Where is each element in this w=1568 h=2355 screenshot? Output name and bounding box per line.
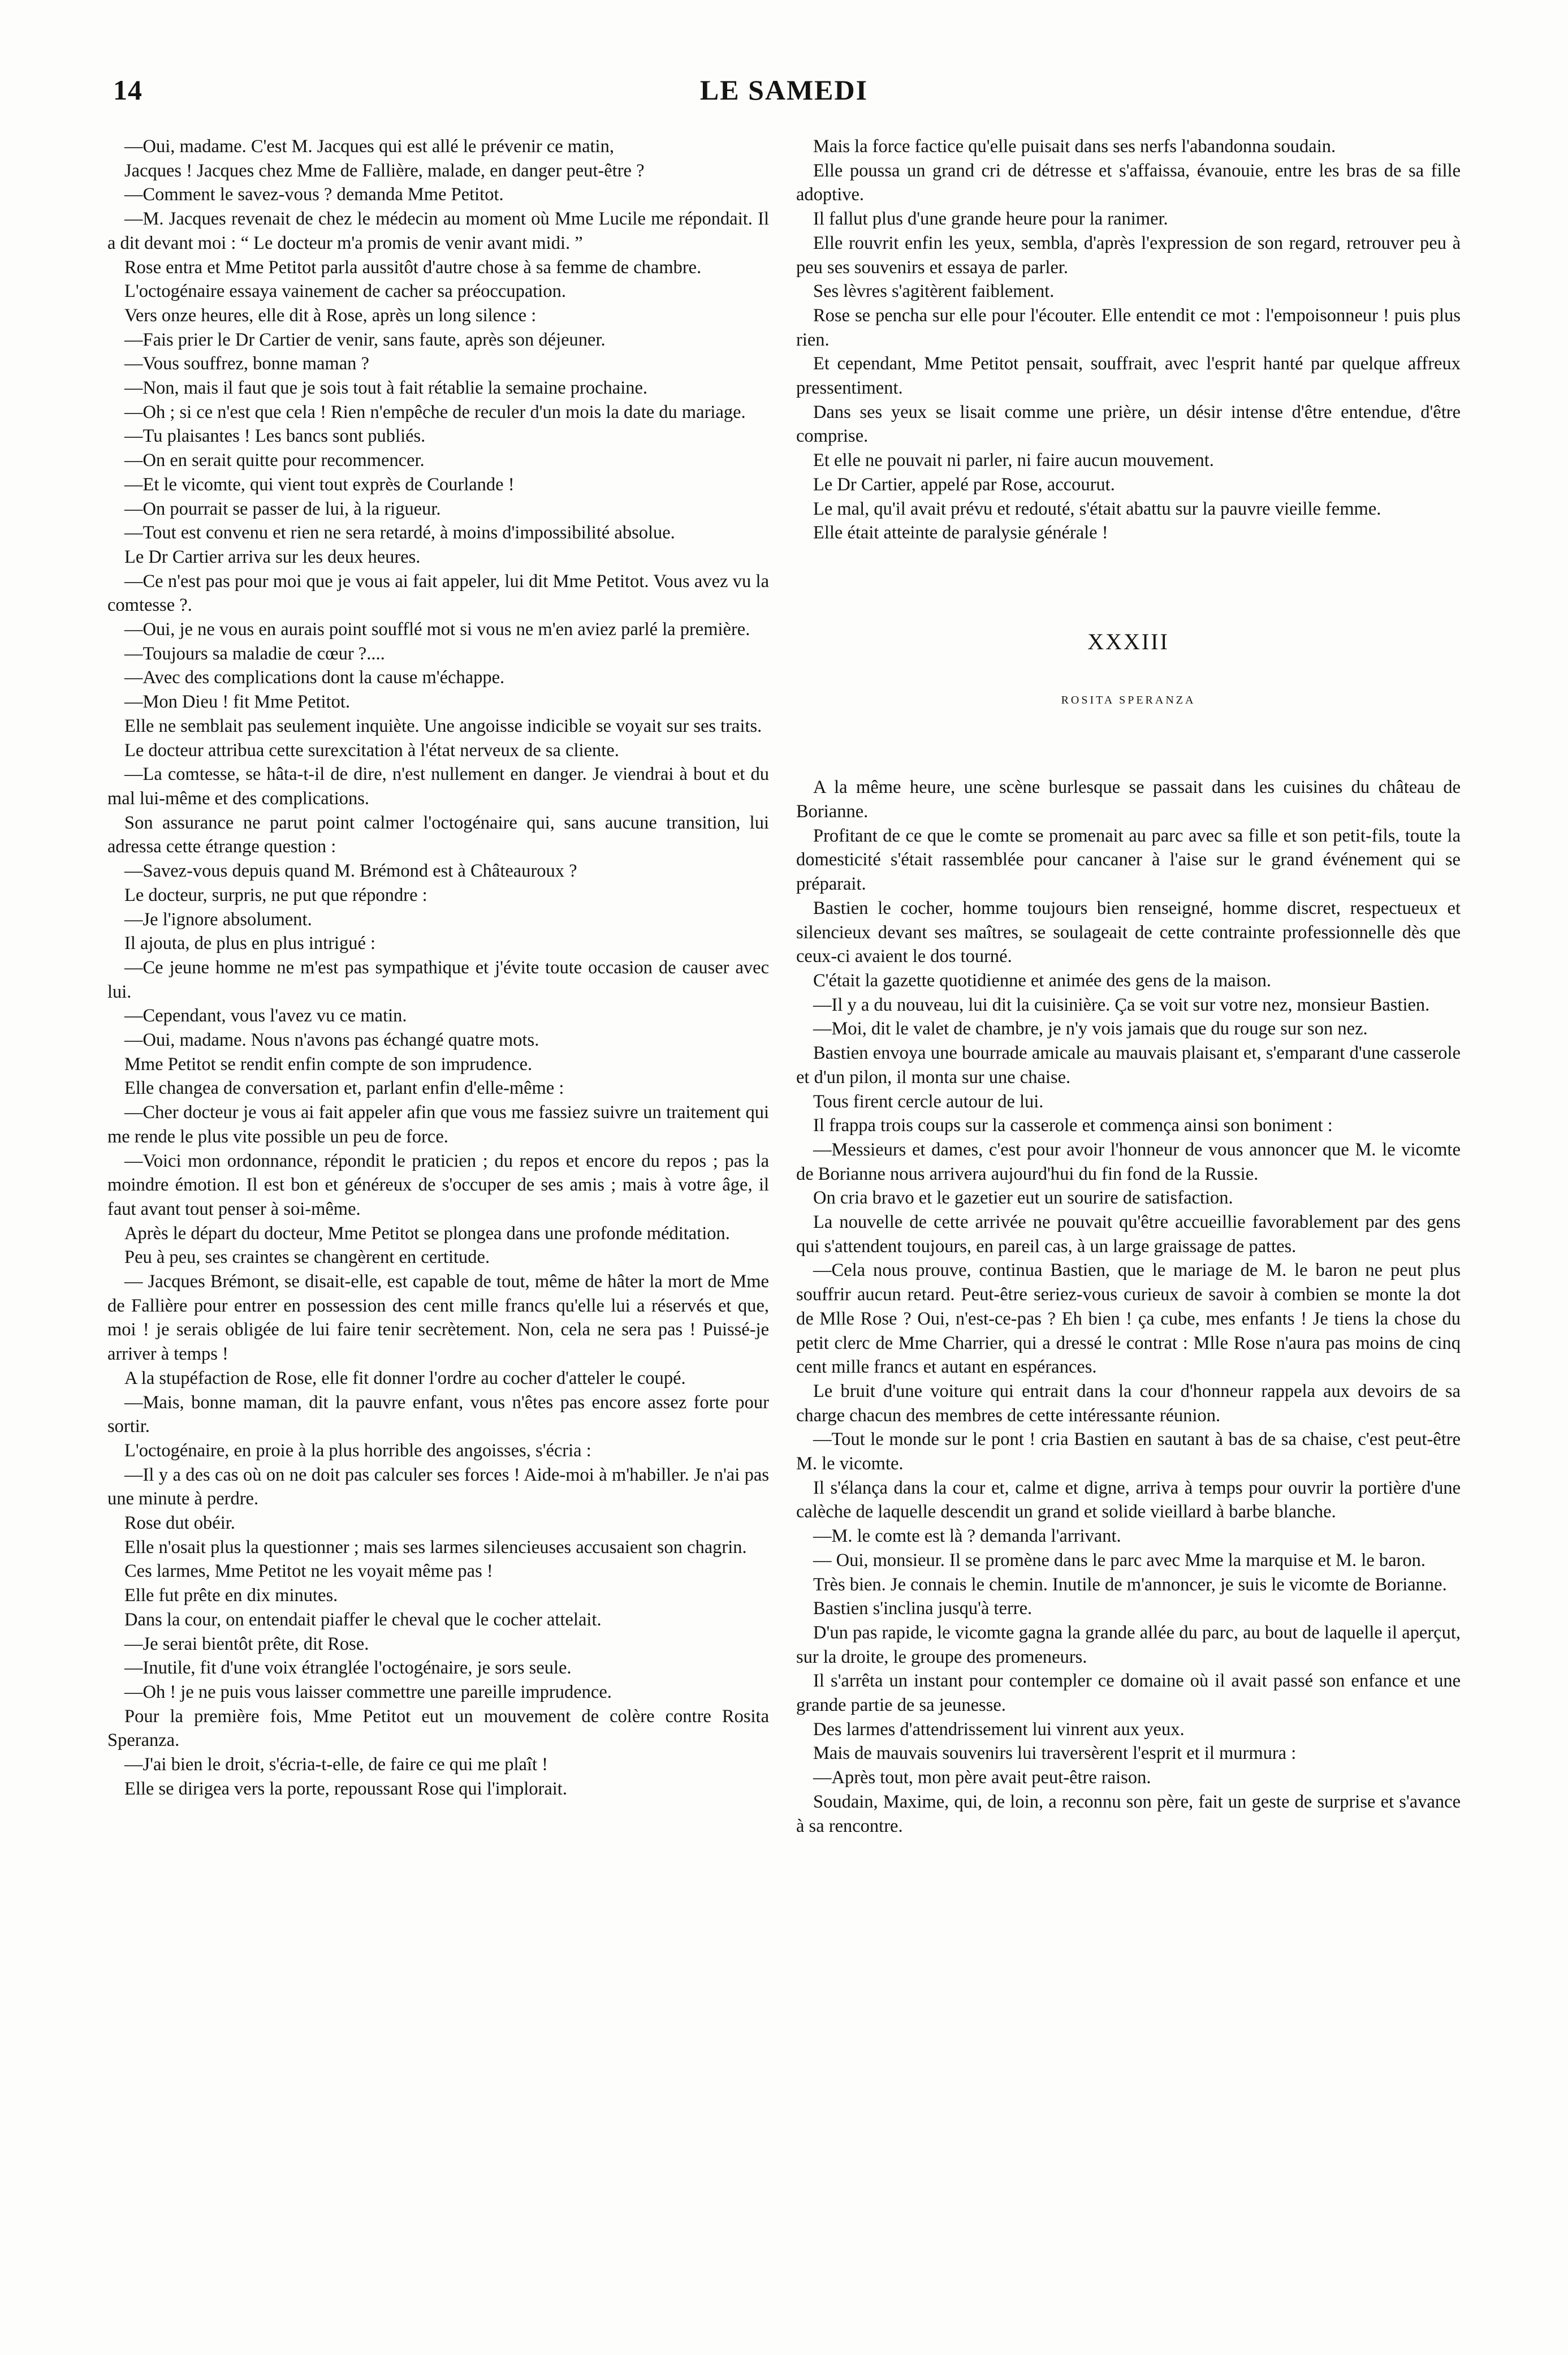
paragraph: Elle ne semblait pas seulement inquiète. Une angoisse indicible se voyait sur ses traits. [124,715,762,736]
paragraph: Bastien envoya une bourrade amicale au mauvais plaisant et, s'emparant d'une casserole et d'un pilon, il monta sur une chaise. [796,1043,1461,1088]
paragraph: Mais de mauvais souvenirs lui traversèrent l'esprit et il murmura : [813,1743,1297,1764]
paragraph: —Cependant, vous l'avez vu ce matin. [124,1006,407,1026]
paragraph: —Je serai bientôt prête, dit Rose. [124,1633,369,1654]
paragraph: Le docteur attribua cette surexcitation à l'état nerveux de sa cliente. [124,740,619,761]
paragraph: —On en serait quitte pour recommencer. [124,450,425,471]
paragraph: Elle n'osait plus la questionner ; mais ses larmes silencieuses accusaient son chagrin. [124,1537,747,1558]
paragraph: —Fais prier le Dr Cartier de venir, sans faute, après son déjeuner. [124,329,606,350]
paragraph: —Il y a du nouveau, lui dit la cuisinière. Ça se voit sur votre nez, monsieur Bastien. [813,994,1430,1015]
paragraph: —M. le comte est là ? demanda l'arrivant. [813,1526,1121,1547]
paragraph: Le bruit d'une voiture qui entrait dans la cour d'honneur rappela aux devoirs de sa charge chacun des membres de cette intéressante réunion. [796,1381,1461,1426]
paragraph: Le Dr Cartier arriva sur les deux heures. [124,546,421,567]
paragraph: Dans la cour, on entendait piaffer le cheval que le cocher attelait. [124,1609,602,1630]
paragraph: —La comtesse, se hâta-t-il de dire, n'est nullement en danger. Je viendrai à bout et du mal lui-même et des complications. [107,764,769,809]
paragraph: Rose se pencha sur elle pour l'écouter. Elle entendit ce mot : l'empoisonneur ! puis plus rien. [796,305,1461,350]
right-column-first-section [796,135,1461,545]
paragraph: Ces larmes, Mme Petitot ne les voyait même pas ! [124,1561,493,1582]
paragraph: Le mal, qu'il avait prévu et redouté, s'était abattu sur la pauvre vieille femme. [813,498,1381,519]
paragraph: —Cher docteur je vous ai fait appeler afin que vous me fassiez suivre un traitement qui me rende le plus vite possible un peu de force. [107,1102,769,1147]
paragraph: Rose entra et Mme Petitot parla aussitôt d'autre chose à sa femme de chambre. [124,257,702,278]
paragraph: —Mais, bonne maman, dit la pauvre enfant, vous n'êtes pas encore assez forte pour sortir. [107,1392,769,1437]
paragraph: —Vous souffrez, bonne maman ? [124,353,369,374]
paragraph: Et cependant, Mme Petitot pensait, souffrait, avec l'esprit hanté par quelque affreux pressentiment. [796,353,1461,399]
paragraph: —Ce n'est pas pour moi que je vous ai fait appeler, lui dit Mme Petitot. Vous avez vu la comtesse ?. [107,571,769,616]
paragraph: Mais la force factice qu'elle puisait dans ses nerfs l'abandonna soudain. [813,136,1336,157]
running-head: LE SAMEDI [699,74,869,106]
paragraph: Profitant de ce que le comte se promenait au parc avec sa fille et son petit-fils, toute la domesticité s'était rassemblée pour cancaner à l'aise sur le grand événement qui se préparait. [796,825,1461,895]
paragraph: —Oh ! je ne puis vous laisser commettre une pareille imprudence. [124,1682,612,1702]
paragraph: Il frappa trois coups sur la casserole et commença ainsi son boniment : [813,1115,1333,1136]
paragraph: —Oui, madame. Nous n'avons pas échangé quatre mots. [124,1030,539,1051]
paragraph: Il s'arrêta un instant pour contempler ce domaine où il avait passé son enfance et une grande partie de sa jeunesse. [796,1671,1461,1716]
paragraph: A la stupéfaction de Rose, elle fit donner l'ordre au cocher d'atteler le coupé. [124,1368,686,1388]
paragraph: Le docteur, surpris, ne put que répondre : [124,885,427,905]
paragraph: Tous firent cercle autour de lui. [813,1091,1044,1112]
paragraph: C'était la gazette quotidienne et animée des gens de la maison. [813,970,1271,991]
paragraph: —Et le vicomte, qui vient tout exprès de Courlande ! [124,474,515,495]
paragraph: —Oui, madame. C'est M. Jacques qui est allé le prévenir ce matin, [124,136,614,157]
paragraph: —Tu plaisantes ! Les bancs sont publiés. [124,426,426,447]
paragraph: Rose dut obéir. [124,1513,235,1534]
paragraph: Elle poussa un grand cri de détresse et s'affaissa, évanouie, entre les bras de sa fille adoptive. [796,160,1461,205]
paragraph: D'un pas rapide, le vicomte gagna la grande allée du parc, au bout de laquelle il aperçut, sur la droite, le groupe des promeneurs. [796,1622,1461,1667]
paragraph: Vers onze heures, elle dit à Rose, après un long silence : [124,305,537,326]
paragraph: —On pourrait se passer de lui, à la rigueur. [124,498,441,519]
paragraph: —Non, mais il faut que je sois tout à fait rétablie la semaine prochaine. [124,378,648,399]
paragraph: —Oh ; si ce n'est que cela ! Rien n'empêche de reculer d'un mois la date du mariage. [124,402,746,422]
paragraph: — Oui, monsieur. Il se promène dans le parc avec Mme la marquise et M. le baron. [813,1550,1426,1571]
paragraph: Elle était atteinte de paralysie générale ! [813,523,1108,544]
paragraph: —M. Jacques revenait de chez le médecin au moment où Mme Lucile me répondait. Il a dit devant moi : “ Le docteur m'a promis de venir avant midi. ” [107,209,769,253]
paragraph: —Je l'ignore absolument. [124,909,312,930]
paragraph: Soudain, Maxime, qui, de loin, a reconnu son père, fait un geste de surprise et s'avance à sa rencontre. [796,1791,1461,1836]
paragraph: —Cela nous prouve, continua Bastien, que le mariage de M. le baron ne peut plus souffrir aucun retard. Peut-être seriez-vous curieux de savoir à combien se monte la dot de Mlle Rose ? Oui, n'est-ce-pas ? Eh bien ! ça cube, mes enfants ! Je tiens la chose du petit clerc de Mme Charrier, qui a dressé le contrat : Mlle Rose n'aura pas moins de cinq cent mille francs et autant en espérances. [796,1260,1461,1378]
paragraph: Après le départ du docteur, Mme Petitot se plongea dans une profonde méditation. [124,1223,730,1244]
paragraph: —Ce jeune homme ne m'est pas sympathique et j'évite toute occasion de causer avec lui. [107,957,769,1002]
paragraph: —J'ai bien le droit, s'écria-t-elle, de faire ce qui me plaît ! [124,1754,548,1775]
paragraph: Elle changea de conversation et, parlant enfin d'elle-même : [124,1078,564,1099]
paragraph: —Savez-vous depuis quand M. Brémond est à Châteauroux ? [124,861,577,882]
chapter-number: XXXIII [1087,628,1169,654]
paragraph: —Inutile, fit d'une voix étranglée l'octogénaire, je sors seule. [124,1658,572,1679]
paragraph: L'octogénaire essaya vainement de cacher sa préoccupation. [124,281,566,302]
paragraph: Bastien s'inclina jusqu'à terre. [813,1598,1033,1619]
left-column [107,135,769,1801]
paragraph: Elle se dirigea vers la porte, repoussant Rose qui l'implorait. [124,1778,567,1799]
paragraph: On cria bravo et le gazetier eut un sourire de satisfaction. [813,1188,1233,1209]
page-number: 14 [113,74,142,106]
paragraph: Très bien. Je connais le chemin. Inutile de m'annoncer, je suis le vicomte de Borianne. [813,1574,1447,1595]
paragraph: Elle rouvrit enfin les yeux, sembla, d'après l'expression de son regard, retrouver peu à peu ses souvenirs et essaya de parler. [796,232,1461,278]
paragraph: Dans ses yeux se lisait comme une prière, un désir intense d'être entendue, d'être comprise. [796,402,1461,447]
paragraph: Il fallut plus d'une grande heure pour la ranimer. [813,209,1168,230]
paragraph: Peu à peu, ses craintes se changèrent en certitude. [124,1247,490,1268]
right-column-second-section [796,775,1461,1838]
paragraph: Elle fut prête en dix minutes. [124,1585,338,1606]
paragraph: A la même heure, une scène burlesque se passait dans les cuisines du château de Borianne. [796,777,1461,822]
paragraph: —Comment le savez-vous ? demanda Mme Petitot. [124,184,504,205]
paragraph: Bastien le cocher, homme toujours bien renseigné, homme discret, respectueux et silencieux devant ses maîtres, se soulageait de cette contrainte professionnelle dès que ceux-ci avaient le dos tourné. [796,898,1461,967]
paragraph: —Oui, je ne vous en aurais point soufflé mot si vous ne m'en aviez parlé la première. [124,619,750,640]
paragraph: L'octogénaire, en proie à la plus horrible des angoisses, s'écria : [124,1440,591,1461]
paragraph: —Mon Dieu ! fit Mme Petitot. [124,692,350,713]
paragraph: Il s'élança dans la cour et, calme et digne, arriva à temps pour ouvrir la portière d'une calèche de laquelle descendit un grand et solide vieillard à barbe blanche. [796,1477,1461,1522]
paragraph: — Jacques Brémont, se disait-elle, est capable de tout, même de hâter la mort de Mme de Fallière pour entrer en possession des cent mille francs qu'elle lui a réservés et que, moi ! je serais obligée de lui faire tenir secrètement. Non, cela ne sera pas ! Puissé-je arriver à temps ! [107,1271,769,1365]
paragraph: Jacques ! Jacques chez Mme de Fallière, malade, en danger peut-être ? [124,160,645,181]
paragraph: —Après tout, mon père avait peut-être raison. [813,1767,1151,1788]
paragraph: —Toujours sa maladie de cœur ?.... [124,643,385,664]
paragraph: La nouvelle de cette arrivée ne pouvait qu'être accueillie favorablement par des gens qui s'attendent toujours, en pareil cas, à un large graissage de pattes. [796,1212,1461,1257]
paragraph: Ses lèvres s'agitèrent faiblement. [813,281,1055,302]
paragraph: Son assurance ne parut point calmer l'octogénaire qui, sans aucune transition, lui adressa cette étrange question : [107,812,769,857]
paragraph: —Il y a des cas où on ne doit pas calculer ses forces ! Aide-moi à m'habiller. Je n'ai pas une minute à perdre. [107,1464,769,1509]
paragraph: —Tout est convenu et rien ne sera retardé, à moins d'impossibilité absolue. [124,523,675,544]
paragraph: Mme Petitot se rendit enfin compte de son imprudence. [124,1054,533,1075]
paragraph: Des larmes d'attendrissement lui vinrent aux yeux. [813,1719,1185,1740]
paragraph: Il ajouta, de plus en plus intrigué : [124,933,376,954]
paragraph: —Voici mon ordonnance, répondit le praticien ; du repos et encore du repos ; pas la moindre émotion. Il est bon et généreux de s'occuper de ses amis ; mais à votre âge, il faut avant tout penser à soi-même. [107,1150,769,1219]
paragraph: Le Dr Cartier, appelé par Rose, accourut. [813,474,1115,495]
right-column [796,135,1461,1838]
paragraph: —Tout le monde sur le pont ! cria Bastien en sautant à bas de sa chaise, c'est peut-être M. le vicomte. [796,1429,1461,1474]
paragraph: —Avec des complications dont la cause m'échappe. [124,667,505,688]
paragraph: —Moi, dit le valet de chambre, je n'y vois jamais que du rouge sur son nez. [813,1019,1368,1040]
paragraph: Pour la première fois, Mme Petitot eut un mouvement de colère contre Rosita Speranza. [107,1706,769,1751]
paragraph: Et elle ne pouvait ni parler, ni faire aucun mouvement. [813,450,1214,471]
chapter-title: ROSITA SPERANZA [1061,693,1196,706]
paragraph: —Messieurs et dames, c'est pour avoir l'honneur de vous annoncer que M. le vicomte de Borianne nous arrivera aujourd'hui du fin fond de la Russie. [796,1139,1461,1184]
